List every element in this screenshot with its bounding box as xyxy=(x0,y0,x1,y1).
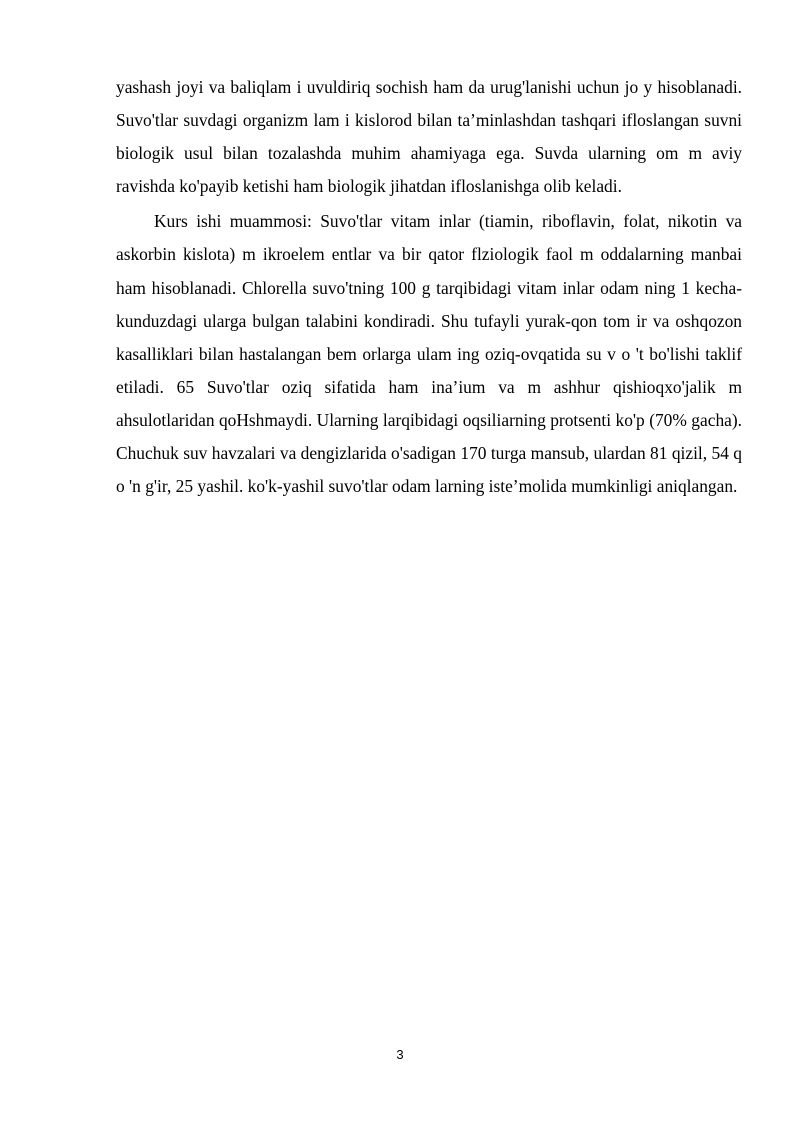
paragraph-continuation: yashash joyi va baliqlam i uvuldiriq sochish ham da urug'lanishi uchun jo y hisoblanadi. Suvo'tlar suvdagi organizm lam i kislorod bilan ta’minlashdan tashqari ifloslangan suvni biologik usul bilan tozalashda muhim ahamiyaga ega. Suvda ularning om m aviy ravishda ko'payib ketishi ham biologik jihatdan ifloslanishga olib keladi. xyxy=(116,77,742,197)
body-text xyxy=(116,71,742,503)
page-number: 3 xyxy=(396,1047,404,1062)
paragraph-kurs-ishi-muammosi: Kurs ishi muammosi: Suvo'tlar vitam inlar (tiamin, riboflavin, folat, nikotin va askorbin kislota) m ikroelem entlar va bir qator flziologik faol m oddalarning manbai ham hisoblanadi. Chlorella suvo'tning 100 g tarqibidagi vitam inlar odam ning 1 kecha-kunduzdagi ularga bulgan talabini kondiradi. Shu tufayli yurak-qon tom ir va oshqozon kasalliklari bilan hastalangan bem orlarga ulam ing oziq-ovqatida su v o 't bo'lishi taklif etiladi. 65 Suvo'tlar oziq sifatida ham ina’ium va m ashhur qishioqxo'jalik m ahsulotlaridan qoHshmaydi. Ularning larqibidagi oqsiliarning protsenti ko'p (70% gacha). Chuchuk suv havzalari va dengizlarida o'sadigan 170 turga mansub, ulardan 81 qizil, 54 q o 'n g'ir, 25 yashil. ko'k-yashil suvo'tlar odam larning iste’molida mumkinligi aniqlangan. xyxy=(116,211,742,497)
